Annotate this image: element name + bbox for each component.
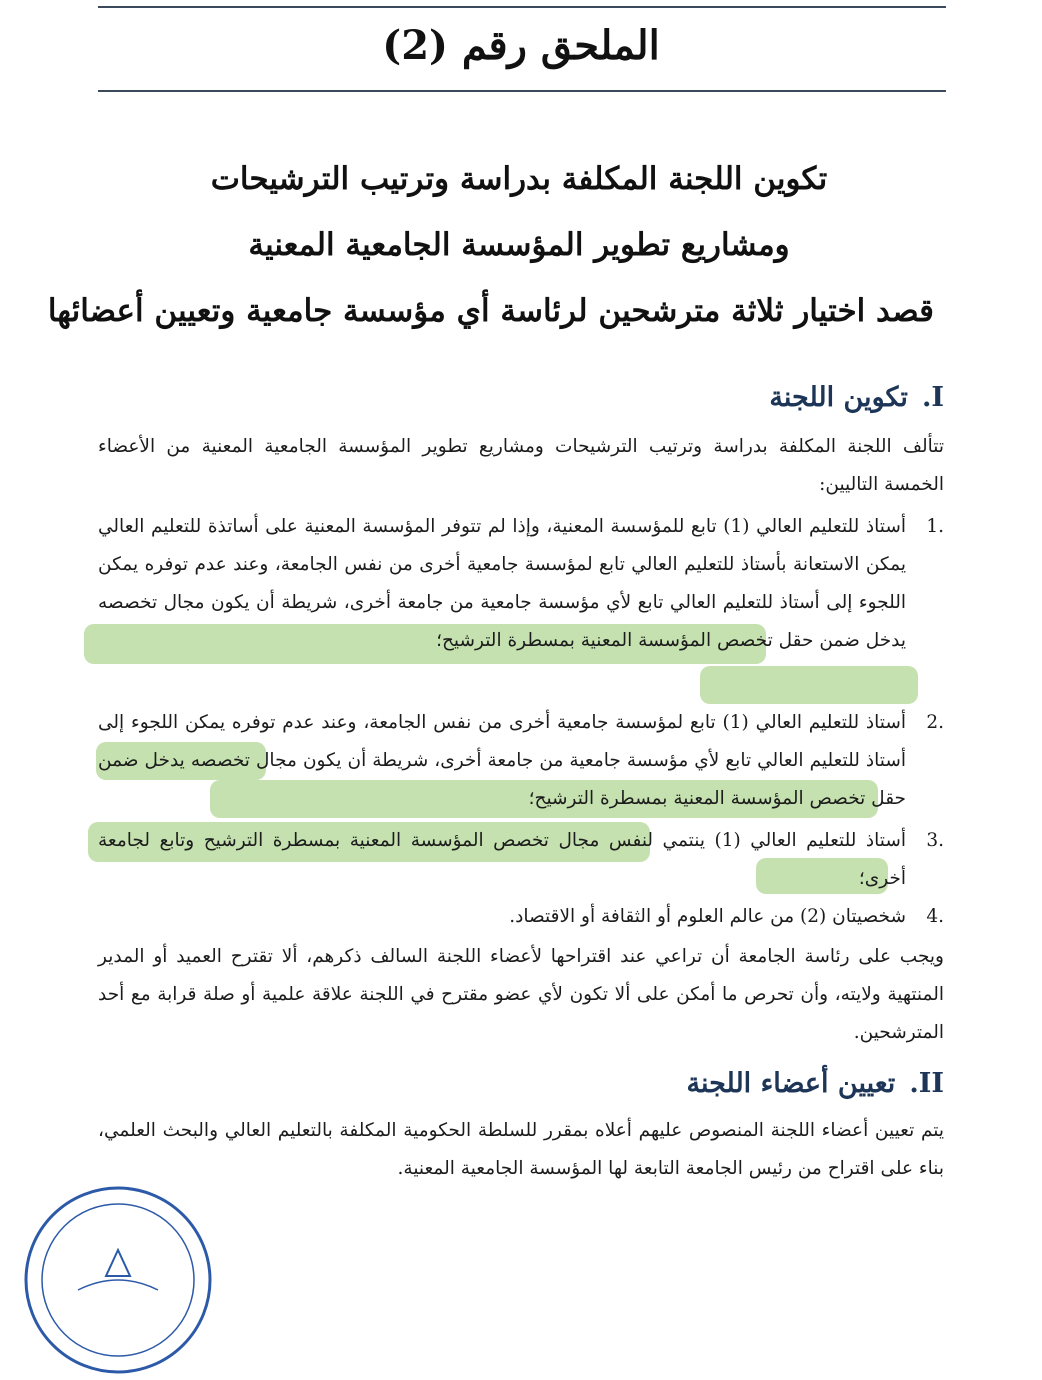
official-stamp (18, 1180, 218, 1380)
list-item-marker: .2 (926, 712, 944, 733)
list-item-marker: .1 (926, 516, 944, 537)
list-item (98, 822, 944, 898)
section-1-title: تكوين اللجنة (769, 382, 908, 413)
section-1-intro: تتألف اللجنة المكلفة بدراسة وترتيب الترشيحات ومشاريع تطوير المؤسسة الجامعية المعنية من الأعضاء الخمسة التاليين: (98, 436, 944, 495)
section-1-number: I. (921, 382, 944, 413)
annex-title: الملحق رقم (2) (382, 22, 660, 69)
heading-line-1: تكوين اللجنة المكلفة بدراسة وترتيب الترشيحات (210, 161, 828, 197)
title-underline-rule (98, 90, 946, 92)
highlight-mark (700, 666, 918, 704)
list-item-text: أستاذ للتعليم العالي (1) ينتمي لنفس مجال تخصص المؤسسة المعنية بمسطرة الترشيح وتابع لجامعة أخرى؛ (98, 830, 906, 889)
list-item-marker: .3 (926, 830, 944, 851)
top-rule (98, 6, 946, 8)
list-item (98, 508, 944, 660)
section-2-heading (686, 1068, 944, 1099)
document-heading (47, 146, 934, 344)
list-item-text: شخصيتان (2) من عالم العلوم أو الثقافة أو الاقتصاد. (509, 906, 906, 927)
list-item-marker: .4 (926, 906, 944, 927)
list-item (98, 898, 944, 936)
section-1-heading (769, 382, 944, 413)
list-item-text: أستاذ للتعليم العالي (1) تابع لمؤسسة جامعية أخرى من نفس الجامعة، وعند عدم توفره يمكن اللجوء إلى أستاذ للتعليم العالي تابع لأي مؤسسة جامعية من جامعة أخرى، شريطة أن يكون مجال تخصصه يدخل ضمن حقل تخصص المؤسسة المعنية بمسطرة الترشيح؛ (98, 712, 907, 809)
heading-line-3: قصد اختيار ثلاثة مترشحين لرئاسة أي مؤسسة جامعية وتعيين أعضائها (47, 293, 934, 329)
section-2-number: II. (909, 1068, 944, 1099)
list-item-text: أستاذ للتعليم العالي (1) تابع للمؤسسة المعنية، وإذا لم تتوفر المؤسسة المعنية على أساتذة للتعليم العالي يمكن الاستعانة بأستاذ للتعليم العالي تابع لمؤسسة جامعية أخرى من نفس الجامعة، وعند عدم توفره يمكن اللجوء إلى أستاذ للتعليم العالي تابع لأي مؤسسة جامعية من جامعة أخرى، شريطة أن يكون مجال تخصصه يدخل ضمن حقل تخصص المؤسسة المعنية بمسطرة الترشيح؛ (98, 516, 906, 651)
list-item (98, 704, 944, 818)
section-1-closing: ويجب على رئاسة الجامعة أن تراعي عند اقتراحها لأعضاء اللجنة السالف ذكرهم، ألا تقترح العميد أو المدير المنتهية ولايته، وأن تحرص ما أمكن على ألا تكون لأي عضو مقترح في اللجنة علاقة علمية أو صلة قرابة مع أحد المترشحين. (98, 946, 944, 1043)
section-2-body: يتم تعيين أعضاء اللجنة المنصوص عليهم أعلاه بمقرر للسلطة الحكومية المكلفة بالتعليم العالي والبحث العلمي، بناء على اقتراح من رئيس الجامعة التابعة لها المؤسسة الجامعية المعنية. (98, 1120, 944, 1179)
heading-line-2: ومشاريع تطوير المؤسسة الجامعية المعنية (248, 227, 790, 263)
section-2-title: تعيين أعضاء اللجنة (686, 1068, 896, 1099)
